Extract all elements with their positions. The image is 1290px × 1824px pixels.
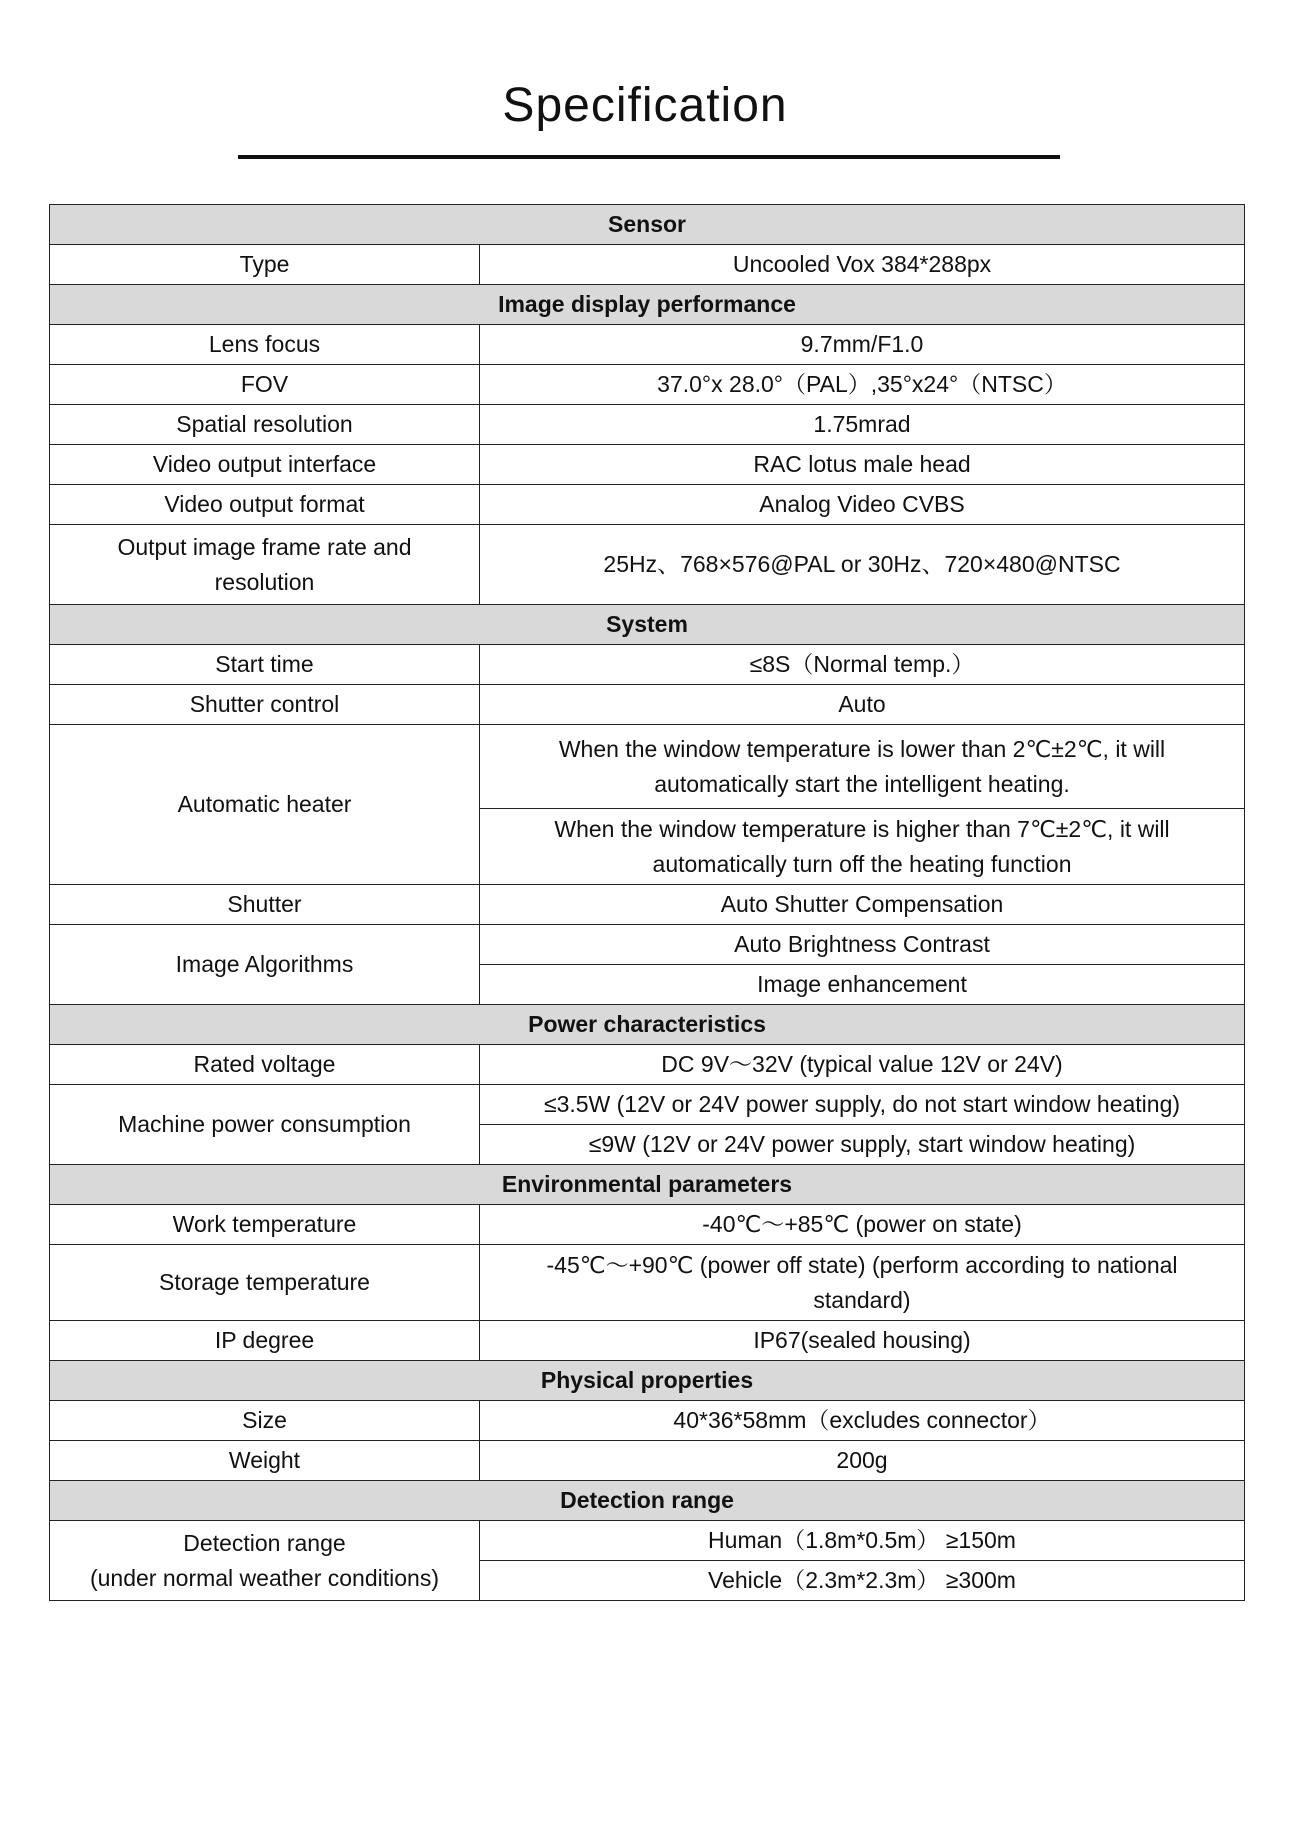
title-underline bbox=[238, 155, 1060, 159]
spec-label: Video output format bbox=[50, 485, 480, 525]
spec-value: Auto Shutter Compensation bbox=[480, 885, 1245, 925]
section-header-row bbox=[50, 205, 1245, 245]
section-header-row bbox=[50, 285, 1245, 325]
spec-row bbox=[50, 1085, 1245, 1125]
spec-label: IP degree bbox=[50, 1321, 480, 1361]
spec-row bbox=[50, 485, 1245, 525]
spec-row bbox=[50, 1321, 1245, 1361]
spec-label: Size bbox=[50, 1401, 480, 1441]
spec-row bbox=[50, 525, 1245, 605]
spec-label: Storage temperature bbox=[50, 1245, 480, 1321]
spec-label: Type bbox=[50, 245, 480, 285]
spec-value: 25Hz、768×576@PAL or 30Hz、720×480@NTSC bbox=[480, 525, 1245, 605]
spec-value: Auto Brightness Contrast bbox=[480, 925, 1245, 965]
spec-label: Start time bbox=[50, 645, 480, 685]
spec-row bbox=[50, 885, 1245, 925]
spec-value: Human（1.8m*0.5m） ≥150m bbox=[480, 1521, 1245, 1561]
spec-value: DC 9V～32V (typical value 12V or 24V) bbox=[480, 1045, 1245, 1085]
spec-value: Uncooled Vox 384*288px bbox=[480, 245, 1245, 285]
spec-value: Image enhancement bbox=[480, 965, 1245, 1005]
spec-label: Spatial resolution bbox=[50, 405, 480, 445]
spec-value: 1.75mrad bbox=[480, 405, 1245, 445]
spec-value: ≤9W (12V or 24V power supply, start window heating) bbox=[480, 1125, 1245, 1165]
spec-value: 37.0°x 28.0°（PAL）,35°x24°（NTSC） bbox=[480, 365, 1245, 405]
section-header: Detection range bbox=[50, 1481, 1245, 1521]
section-header: Physical properties bbox=[50, 1361, 1245, 1401]
section-header: Environmental parameters bbox=[50, 1165, 1245, 1205]
spec-row bbox=[50, 405, 1245, 445]
spec-value: 200g bbox=[480, 1441, 1245, 1481]
spec-value: 40*36*58mm（excludes connector） bbox=[480, 1401, 1245, 1441]
section-header-row bbox=[50, 1361, 1245, 1401]
spec-row bbox=[50, 925, 1245, 965]
spec-row bbox=[50, 245, 1245, 285]
spec-value: -40℃～+85℃ (power on state) bbox=[480, 1205, 1245, 1245]
spec-value: When the window temperature is higher than 7℃±2℃, it will automatically turn off the heating function bbox=[480, 809, 1245, 885]
spec-value: When the window temperature is lower than 2℃±2℃, it will automatically start the intelligent heating. bbox=[480, 725, 1245, 809]
spec-row bbox=[50, 1245, 1245, 1321]
section-header: Power characteristics bbox=[50, 1005, 1245, 1045]
spec-row bbox=[50, 1045, 1245, 1085]
spec-label: Video output interface bbox=[50, 445, 480, 485]
section-header: System bbox=[50, 605, 1245, 645]
spec-label-line: Detection range bbox=[183, 1529, 346, 1556]
spec-label-line: (under normal weather conditions) bbox=[89, 1564, 439, 1591]
spec-label: Weight bbox=[50, 1441, 480, 1481]
spec-row bbox=[50, 365, 1245, 405]
spec-row bbox=[50, 1205, 1245, 1245]
spec-label: FOV bbox=[50, 365, 480, 405]
spec-value: ≤8S（Normal temp.） bbox=[480, 645, 1245, 685]
section-header: Image display performance bbox=[50, 285, 1245, 325]
spec-row bbox=[50, 685, 1245, 725]
spec-row bbox=[50, 325, 1245, 365]
spec-value: IP67(sealed housing) bbox=[480, 1321, 1245, 1361]
spec-row bbox=[50, 1441, 1245, 1481]
section-header: Sensor bbox=[50, 205, 1245, 245]
spec-label: Lens focus bbox=[50, 325, 480, 365]
spec-label bbox=[50, 1521, 480, 1601]
spec-label: Machine power consumption bbox=[50, 1085, 480, 1165]
spec-row bbox=[50, 445, 1245, 485]
spec-label: Shutter control bbox=[50, 685, 480, 725]
specification-table bbox=[49, 204, 1245, 1601]
spec-value: ≤3.5W (12V or 24V power supply, do not start window heating) bbox=[480, 1085, 1245, 1125]
spec-value: 9.7mm/F1.0 bbox=[480, 325, 1245, 365]
spec-value: Auto bbox=[480, 685, 1245, 725]
section-header-row bbox=[50, 1481, 1245, 1521]
section-header-row bbox=[50, 605, 1245, 645]
spec-row bbox=[50, 1401, 1245, 1441]
spec-row bbox=[50, 645, 1245, 685]
section-header-row bbox=[50, 1005, 1245, 1045]
spec-label: Rated voltage bbox=[50, 1045, 480, 1085]
spec-label: Image Algorithms bbox=[50, 925, 480, 1005]
spec-value: -45℃～+90℃ (power off state) (perform according to national standard) bbox=[480, 1245, 1245, 1321]
section-header-row bbox=[50, 1165, 1245, 1205]
spec-row bbox=[50, 1521, 1245, 1561]
spec-label: Output image frame rate and resolution bbox=[50, 525, 480, 605]
spec-label: Shutter bbox=[50, 885, 480, 925]
spec-value: RAC lotus male head bbox=[480, 445, 1245, 485]
page-title: Specification bbox=[502, 79, 788, 132]
spec-row bbox=[50, 725, 1245, 809]
spec-label: Work temperature bbox=[50, 1205, 480, 1245]
spec-label: Automatic heater bbox=[50, 725, 480, 885]
spec-value: Analog Video CVBS bbox=[480, 485, 1245, 525]
spec-value: Vehicle（2.3m*2.3m） ≥300m bbox=[480, 1561, 1245, 1601]
